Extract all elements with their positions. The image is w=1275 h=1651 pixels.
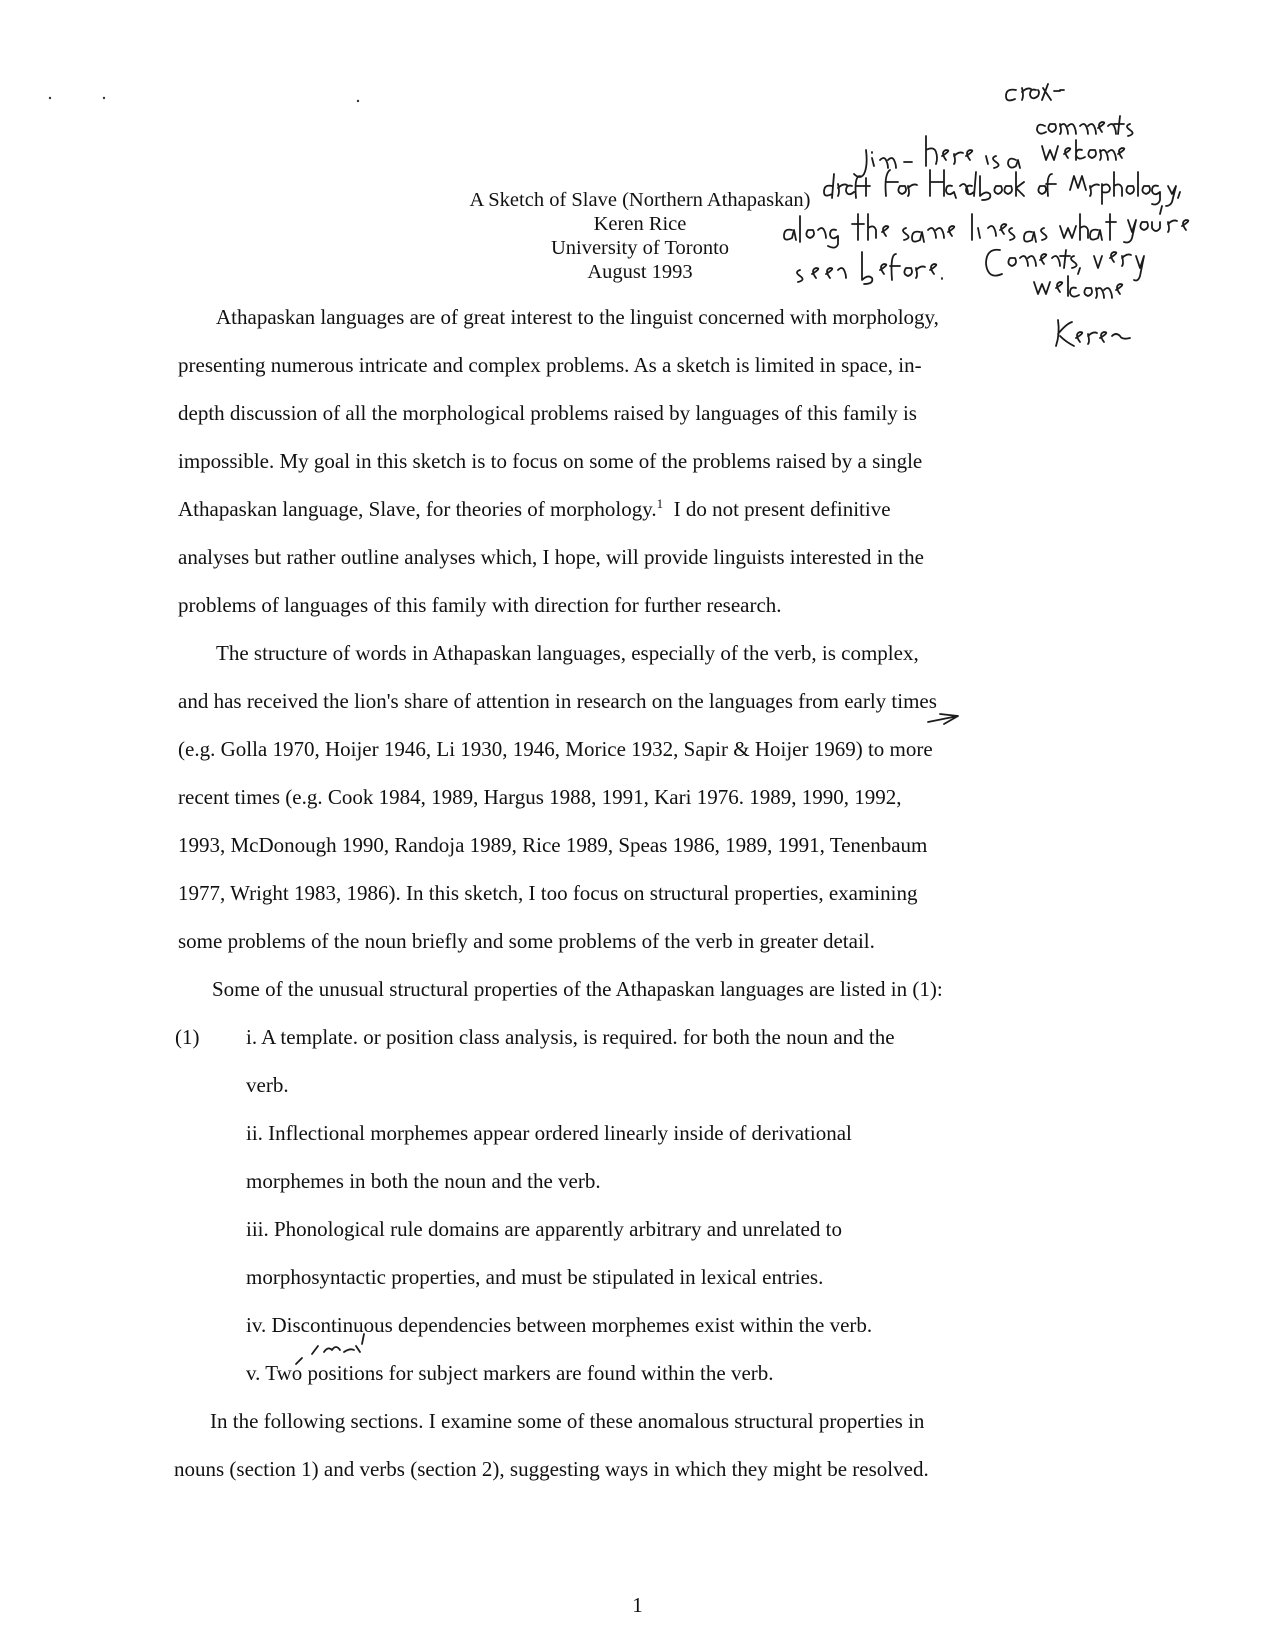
list-item-4-line-1: iv. Discontinuous dependencies between morphemes exist within the verb. <box>246 1313 873 1337</box>
paragraph-2-line-1: The structure of words in Athapaskan languages, especially of the verb, is complex, <box>216 641 919 665</box>
document-title: A Sketch of Slave (Northern Athapaskan) <box>469 189 811 211</box>
example-number: (1) <box>175 1025 200 1049</box>
paragraph-1-line-7: problems of languages of this family with direction for further research. <box>178 593 782 617</box>
footnote-marker: 1 <box>656 496 664 511</box>
paragraph-1-line-6: analyses but rather outline analyses which, I hope, will provide linguists interested in the <box>178 545 924 569</box>
list-item-3-line-2: morphosyntactic properties, and must be stipulated in lexical entries. <box>246 1265 824 1289</box>
paragraph-2-line-6: 1977, Wright 1983, 1986). In this sketch, I too focus on structural properties, examining <box>178 881 918 905</box>
paragraph-2-line-2: and has received the lion's share of attention in research on the languages from early times <box>178 689 937 713</box>
paragraph-4-line-1: In the following sections. I examine some of these anomalous structural properties in <box>210 1409 925 1433</box>
paragraph-1-line-2: presenting numerous intricate and complex problems. As a sketch is limited in space, in- <box>178 353 922 377</box>
handwritten-arrow-mark <box>928 714 958 724</box>
paragraph-1-line-5 <box>178 496 891 522</box>
affiliation: University of Toronto <box>550 237 730 259</box>
scan-specks <box>0 0 1275 120</box>
list-intro: Some of the unusual structural properties of the Athapaskan languages are listed in (1): <box>212 977 943 1001</box>
paragraph-2-line-7: some problems of the noun briefly and some problems of the verb in greater detail. <box>178 929 875 953</box>
author-name: Keren Rice <box>593 213 687 235</box>
paragraph-1-line-5-text: Athapaskan language, Slave, for theories of morphology. <box>178 497 657 521</box>
paragraph-1-line-3: depth discussion of all the morphological problems raised by languages of this family is <box>178 401 917 425</box>
list-item-3-line-1: iii. Phonological rule domains are apparently arbitrary and unrelated to <box>246 1217 842 1241</box>
document-header <box>380 188 900 284</box>
date: August 1993 <box>587 261 693 283</box>
paragraph-2-line-3: (e.g. Golla 1970, Hoijer 1946, Li 1930, 1946, Morice 1932, Sapir & Hoijer 1969) to more <box>178 737 933 761</box>
paragraph-2-line-5: 1993, McDonough 1990, Randoja 1989, Rice 1989, Speas 1986, 1989, 1991, Tenenbaum <box>178 833 928 857</box>
paragraph-1-line-4: impossible. My goal in this sketch is to focus on some of the problems raised by a single <box>178 449 923 473</box>
list-item-1-line-2: verb. <box>246 1073 289 1097</box>
list-item-1-line-1: i. A template. or position class analysis, is required. for both the noun and the <box>246 1025 895 1049</box>
paragraph-1-line-5-continuation: I do not present definitive <box>673 497 891 521</box>
page-number: 1 <box>632 1593 643 1617</box>
list-item-2-line-1: ii. Inflectional morphemes appear ordered linearly inside of derivational <box>246 1121 852 1145</box>
paragraph-4-line-2: nouns (section 1) and verbs (section 2), suggesting ways in which they might be resolved. <box>174 1457 929 1481</box>
list-item-5-line-1: v. Two positions for subject markers are found within the verb. <box>246 1361 774 1385</box>
paragraph-1-line-1: Athapaskan languages are of great interest to the linguist concerned with morphology, <box>216 305 939 329</box>
paragraph-2-line-4: recent times (e.g. Cook 1984, 1989, Hargus 1988, 1991, Kari 1976. 1989, 1990, 1992, <box>178 785 902 809</box>
list-item-2-line-2: morphemes in both the noun and the verb. <box>246 1169 601 1193</box>
